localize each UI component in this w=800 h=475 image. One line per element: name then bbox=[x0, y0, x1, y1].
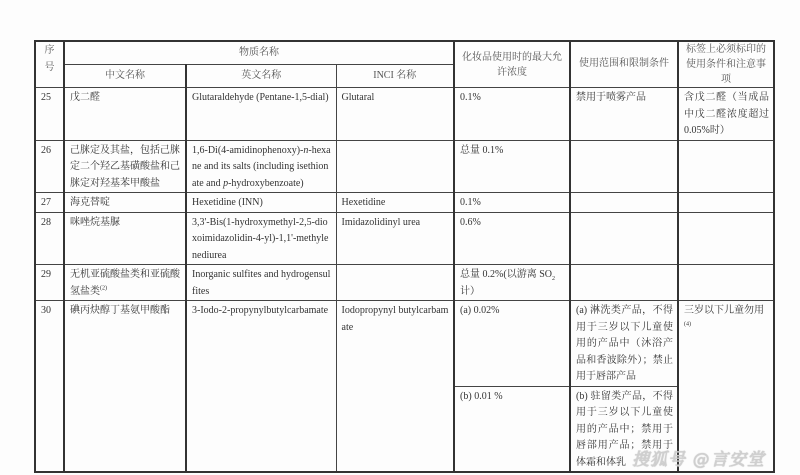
cell-en-name: Glutaraldehyde (Pentane-1,5-dial) bbox=[186, 88, 336, 141]
cell-inci-name: Imidazolidinyl urea bbox=[336, 212, 454, 265]
header-max-concentration: 化妆品使用时的最大允许浓度 bbox=[454, 41, 570, 88]
header-scope-conditions: 使用范围和限制条件 bbox=[570, 41, 678, 88]
cell-seq: 27 bbox=[35, 193, 64, 213]
table-row bbox=[35, 140, 774, 193]
cell-max-concentration-b: (b) 0.01 % bbox=[454, 386, 570, 472]
cell-max-concentration-a: (a) 0.02% bbox=[454, 301, 570, 387]
table-row bbox=[35, 301, 774, 387]
cell-inci-name: Hexetidine bbox=[336, 193, 454, 213]
cell-en-name bbox=[186, 140, 336, 193]
cell-scope bbox=[570, 193, 678, 213]
cell-seq: 29 bbox=[35, 265, 64, 301]
en-text: -hexane and its salts (including isethionate and bbox=[192, 144, 331, 189]
cell-label bbox=[678, 140, 774, 193]
footnote-ref: (4) bbox=[684, 321, 692, 328]
watermark: 搜狐号 @言安堂 bbox=[632, 450, 765, 470]
header-en-name: 英文名称 bbox=[186, 65, 336, 88]
en-italic: p bbox=[223, 177, 229, 189]
cell-en-name: Hexetidine (INN) bbox=[186, 193, 336, 213]
cell-max-concentration: 0.1% bbox=[454, 193, 570, 213]
cell-scope bbox=[570, 265, 678, 301]
cell-cn-name: 己脒定及其盐，包括己脒定二个羟乙基磺酸盐和己脒定对羟基苯甲酸盐 bbox=[64, 140, 186, 193]
cell-max-concentration: 0.6% bbox=[454, 212, 570, 265]
cell-seq: 28 bbox=[35, 212, 64, 265]
table-row bbox=[35, 265, 774, 301]
cell-label bbox=[678, 212, 774, 265]
header-substance-name: 物质名称 bbox=[64, 41, 454, 65]
footnote-ref: (2) bbox=[100, 285, 107, 292]
cell-scope-b: (b) 驻留类产品，不得用于三岁以下儿童使用的产品中；禁用于唇部用产品；禁用于体霜和体乳 bbox=[570, 386, 678, 472]
regulation-table bbox=[34, 40, 775, 473]
cell-cn-name: 戊二醛 bbox=[64, 88, 186, 141]
header-cn-name: 中文名称 bbox=[64, 65, 186, 88]
cell-cn-name: 咪唑烷基脲 bbox=[64, 212, 186, 265]
cell-max-concentration: 总量 0.1% bbox=[454, 140, 570, 193]
cell-cn-name bbox=[64, 265, 186, 301]
cell-label bbox=[678, 193, 774, 213]
cell-max-concentration bbox=[454, 265, 570, 301]
conc-text: 总量 0.2%(以游离 SO bbox=[460, 269, 552, 280]
cell-en-name: 3,3'-Bis(1-hydroxymethyl-2,5-dioxoimidazolidin-4-yl)-1,1'-methylenediurea bbox=[186, 212, 336, 265]
cell-seq: 30 bbox=[35, 301, 64, 473]
table-row bbox=[35, 88, 774, 141]
cell-inci-name bbox=[336, 140, 454, 193]
cell-scope bbox=[570, 212, 678, 265]
en-italic: n bbox=[303, 144, 309, 156]
cell-en-name: 3-Iodo-2-propynylbutylcarbamate bbox=[186, 301, 336, 473]
cell-inci-name: Glutaral bbox=[336, 88, 454, 141]
conc-text: 计） bbox=[460, 285, 481, 297]
cell-scope bbox=[570, 140, 678, 193]
table-row bbox=[35, 212, 774, 265]
cell-en-name: Inorganic sulfites and hydrogensulfites bbox=[186, 265, 336, 301]
cell-seq: 25 bbox=[35, 88, 64, 141]
cell-seq: 26 bbox=[35, 140, 64, 193]
cn-text: 无机亚硫酸盐类和亚硫酸氢盐类 bbox=[70, 269, 180, 297]
en-text: 1,6-Di(4-amidinophenoxy)- bbox=[192, 144, 304, 156]
cell-inci-name bbox=[336, 265, 454, 301]
cell-cn-name: 碘丙炔醇丁基氨甲酸酯 bbox=[64, 301, 186, 473]
header-inci-name: INCI 名称 bbox=[336, 65, 454, 88]
cell-label: 含戊二醛（当成品中戊二醛浓度超过0.05%时） bbox=[678, 88, 774, 141]
cell-label bbox=[678, 265, 774, 301]
cell-scope-a: (a) 淋洗类产品，不得用于三岁以下儿童使用的产品中（沐浴产品和香波除外）；禁止用于唇部产品 bbox=[570, 301, 678, 387]
cell-max-concentration: 0.1% bbox=[454, 88, 570, 141]
cell-inci-name: Iodopropynyl butylcarbamate bbox=[336, 301, 454, 473]
cell-cn-name: 海克替啶 bbox=[64, 193, 186, 213]
header-label-warnings: 标签上必须标印的使用条件和注意事项 bbox=[678, 41, 774, 88]
label-text: 三岁以下儿童勿用 bbox=[684, 305, 765, 316]
en-text: -hydroxybenzoate) bbox=[228, 177, 304, 189]
subscript: 2 bbox=[551, 276, 555, 282]
cell-scope: 禁用于喷雾产品 bbox=[570, 88, 678, 141]
table-row bbox=[35, 193, 774, 213]
header-seq: 序号 bbox=[35, 41, 64, 88]
